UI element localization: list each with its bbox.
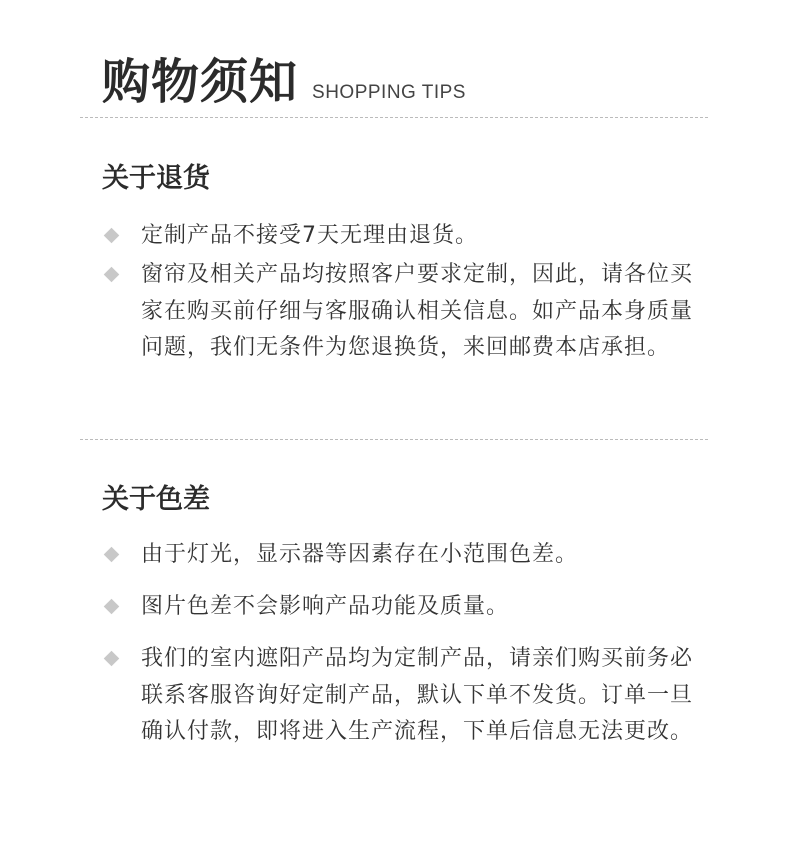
list-item-text: 定制产品不接受7天无理由退货。 [141,223,478,248]
diamond-bullet-icon [104,547,120,563]
color-diff-section-title: 关于色差 [102,484,210,515]
diamond-bullet-icon [104,228,120,244]
diamond-bullet-icon [104,599,120,615]
header-divider [80,117,708,118]
diamond-bullet-icon [104,267,120,283]
list-item-text: 我们的室内遮阳产品均为定制产品，请亲们购买前务必联系客服咨询好定制产品，默认下单不发货。订单一旦确认付款，即将进入生产流程，下单后信息无法更改。 [141,646,694,744]
list-item-text: 图片色差不会影响产品功能及质量。 [141,594,510,619]
list-item [102,257,702,367]
section-divider [80,439,708,440]
list-item [102,537,702,574]
list-item [102,218,702,255]
returns-section-title: 关于退货 [102,163,210,194]
list-item-text: 窗帘及相关产品均按照客户要求定制，因此，请各位买家在购买前仔细与客服确认相关信息。如产品本身质量问题，我们无条件为您退换货，来回邮费本店承担。 [141,262,694,360]
diamond-bullet-icon [104,651,120,667]
list-item-text: 由于灯光，显示器等因素存在小范围色差。 [141,542,579,567]
list-item [102,641,702,751]
page-header [102,54,466,110]
page-title: 购物须知 [102,54,299,110]
page-subtitle: SHOPPING TIPS [312,82,466,103]
list-item [102,589,702,626]
